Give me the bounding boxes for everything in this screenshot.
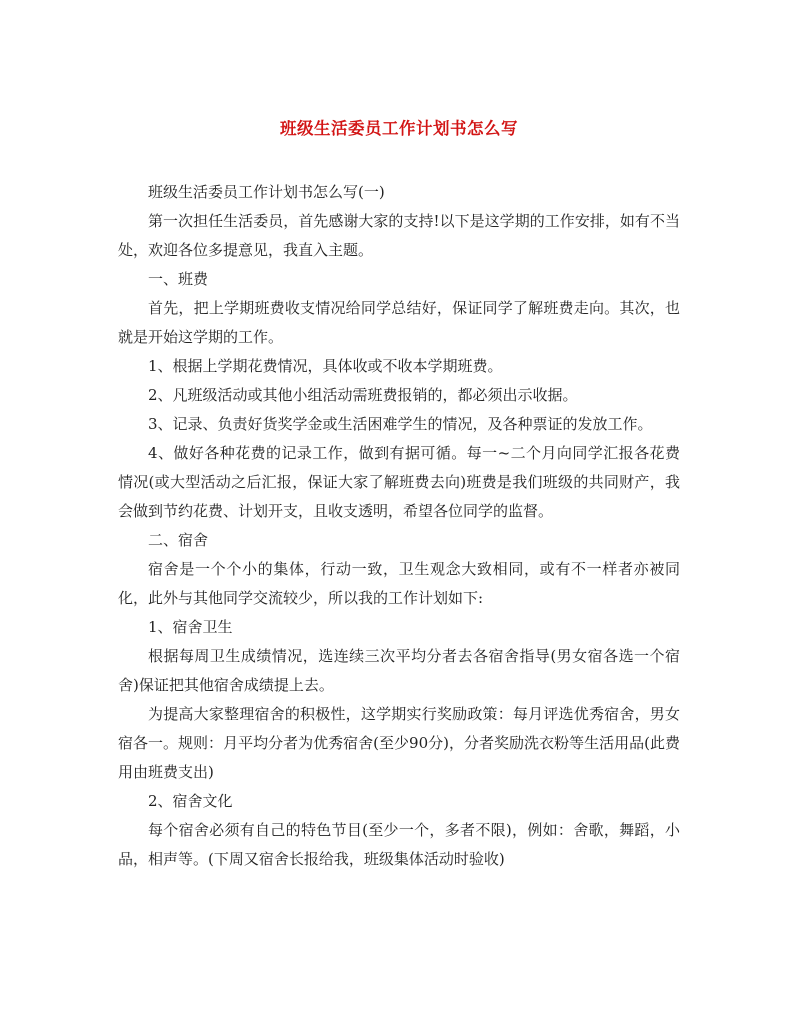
paragraph: 每个宿舍必须有自己的特色节目(至少一个，多者不限)，例如：舍歌，舞蹈，小品，相声等。(下周又宿舍长报给我，班级集体活动时验收)	[118, 821, 680, 868]
list-item: 3、记录、负责好货奖学金或生活困难学生的情况，及各种票证的发放工作。	[148, 415, 653, 433]
document-body	[118, 178, 680, 874]
list-item: 1、根据上学期花费情况，具体收或不收本学期班费。	[148, 357, 503, 375]
paragraph: 根据每周卫生成绩情况，选连续三次平均分者去各宿舍指导(男女宿各选一个宿舍)保证把其他宿舍成绩提上去。	[118, 647, 680, 694]
subsection-heading: 2、宿舍文化	[148, 792, 233, 810]
list-item: 2、凡班级活动或其他小组活动需班费报销的，都必须出示收据。	[148, 386, 578, 404]
document-title: 班级生活委员工作计划书怎么写	[280, 119, 518, 138]
section-heading: 班级生活委员工作计划书怎么写(一)	[148, 183, 385, 201]
paragraph: 首先，把上学期班费收支情况给同学总结好，保证同学了解班费走向。其次，也就是开始这学期的工作。	[118, 299, 680, 346]
section-heading: 一、班费	[148, 270, 209, 288]
document-page	[118, 0, 680, 1035]
paragraph: 为提高大家整理宿舍的积极性，这学期实行奖励政策：每月评选优秀宿舍，男女宿各一。规则：月平均分者为优秀宿舍(至少90分)，分者奖励洗衣粉等生活用品(此费用由班费支出)	[118, 705, 680, 781]
paragraph: 第一次担任生活委员，首先感谢大家的支持!以下是这学期的工作安排，如有不当处，欢迎各位多提意见，我直入主题。	[118, 212, 680, 259]
section-heading: 二、宿舍	[148, 531, 209, 549]
list-item: 4、做好各种花费的记录工作，做到有据可循。每一~二个月向同学汇报各花费情况(或大型活动之后汇报，保证大家了解班费去向)班费是我们班级的共同财产，我会做到节约花费、计划开支，且收支透明，希望各位同学的监督。	[118, 444, 680, 520]
subsection-heading: 1、宿舍卫生	[148, 618, 233, 636]
paragraph: 宿舍是一个个小的集体，行动一致，卫生观念大致相同，或有不一样者亦被同化，此外与其他同学交流较少，所以我的工作计划如下:	[118, 560, 680, 607]
